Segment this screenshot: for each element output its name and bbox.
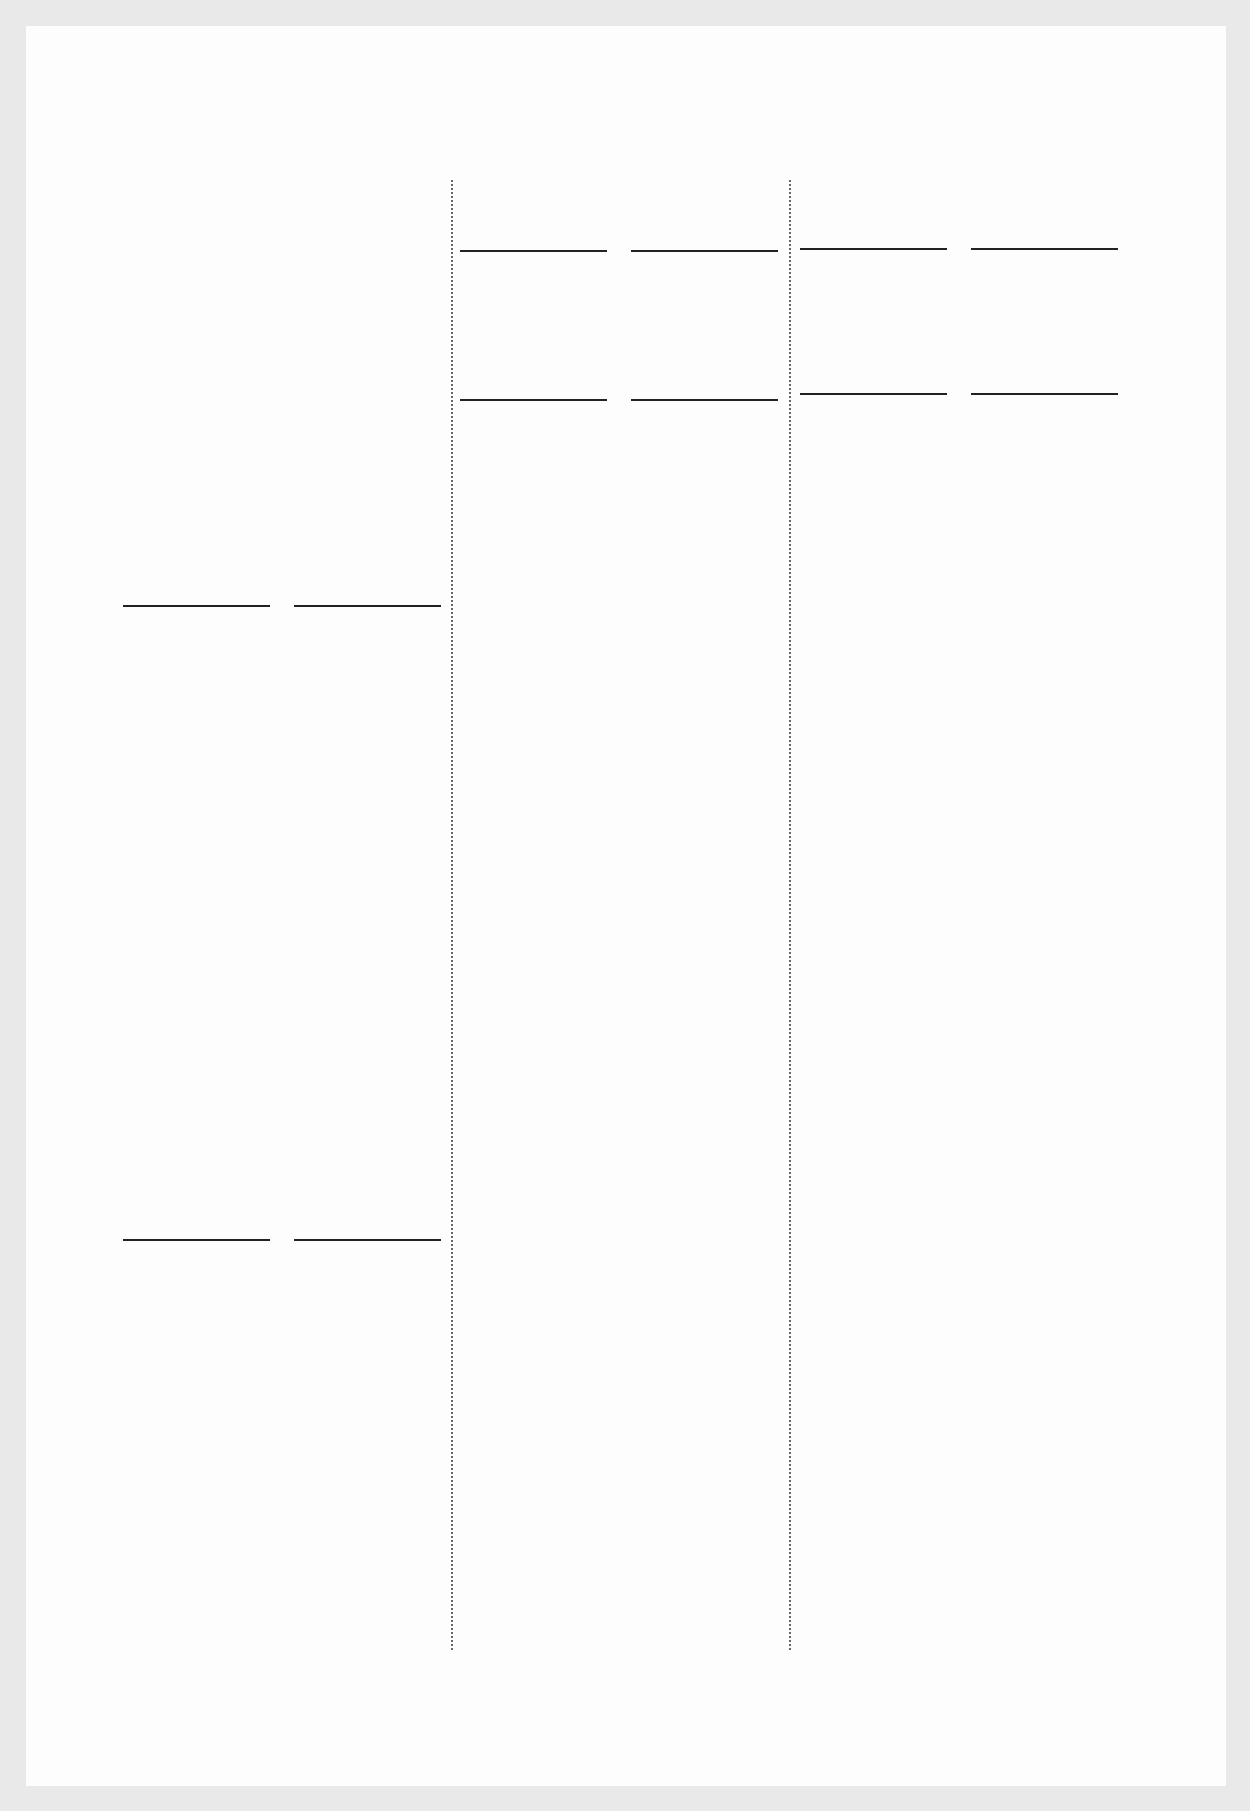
answer-row bbox=[123, 1605, 441, 1654]
answer-block bbox=[123, 1117, 441, 1214]
day-header-tue bbox=[123, 1214, 441, 1266]
answer-block bbox=[123, 1314, 441, 1654]
answer-block bbox=[123, 176, 441, 516]
day-header-thu bbox=[460, 374, 778, 426]
answer-row bbox=[123, 729, 441, 778]
answer-row bbox=[123, 1557, 441, 1606]
answer-row bbox=[123, 1165, 441, 1214]
answer-row bbox=[123, 176, 441, 225]
answer-row bbox=[123, 273, 441, 322]
answer-row bbox=[123, 1363, 441, 1412]
day-header-wed bbox=[460, 225, 778, 277]
section-heading bbox=[460, 474, 778, 523]
section-heading bbox=[123, 1068, 441, 1117]
week-title bbox=[123, 516, 441, 580]
answer-row bbox=[123, 874, 441, 923]
section-heading bbox=[123, 632, 441, 681]
answer-row bbox=[123, 923, 441, 972]
answer-column-1 bbox=[123, 176, 441, 1654]
section-heading bbox=[460, 277, 778, 326]
answer-row bbox=[123, 680, 441, 729]
answer-row bbox=[123, 322, 441, 371]
answer-row bbox=[123, 1508, 441, 1557]
section-heading bbox=[800, 420, 1118, 467]
answer-column-2 bbox=[460, 176, 778, 523]
subtitle bbox=[460, 426, 778, 475]
section-heading bbox=[800, 466, 1118, 513]
answer-row bbox=[123, 971, 441, 1020]
section-heading bbox=[123, 1266, 441, 1315]
day-header-fri bbox=[800, 223, 1118, 275]
answer-block bbox=[123, 680, 441, 1068]
day-header-mon bbox=[123, 580, 441, 632]
section-heading bbox=[460, 176, 778, 225]
answer-row bbox=[123, 1460, 441, 1509]
answer-row bbox=[123, 1314, 441, 1363]
day-header-weekend bbox=[800, 368, 1118, 420]
answer-row bbox=[123, 1411, 441, 1460]
column-divider bbox=[451, 180, 453, 1650]
answer-row bbox=[123, 1117, 441, 1166]
answer-row bbox=[123, 370, 441, 419]
section-heading bbox=[800, 176, 1118, 223]
column-divider bbox=[789, 180, 791, 1650]
answer-row bbox=[123, 467, 441, 516]
answer-row bbox=[123, 777, 441, 826]
section-heading bbox=[460, 325, 778, 374]
answer-row bbox=[123, 1020, 441, 1069]
answer-row bbox=[123, 225, 441, 274]
answer-column-3 bbox=[800, 176, 1118, 513]
section-heading bbox=[800, 321, 1118, 368]
answer-row bbox=[123, 826, 441, 875]
section-heading bbox=[800, 275, 1118, 322]
answer-row bbox=[123, 419, 441, 468]
